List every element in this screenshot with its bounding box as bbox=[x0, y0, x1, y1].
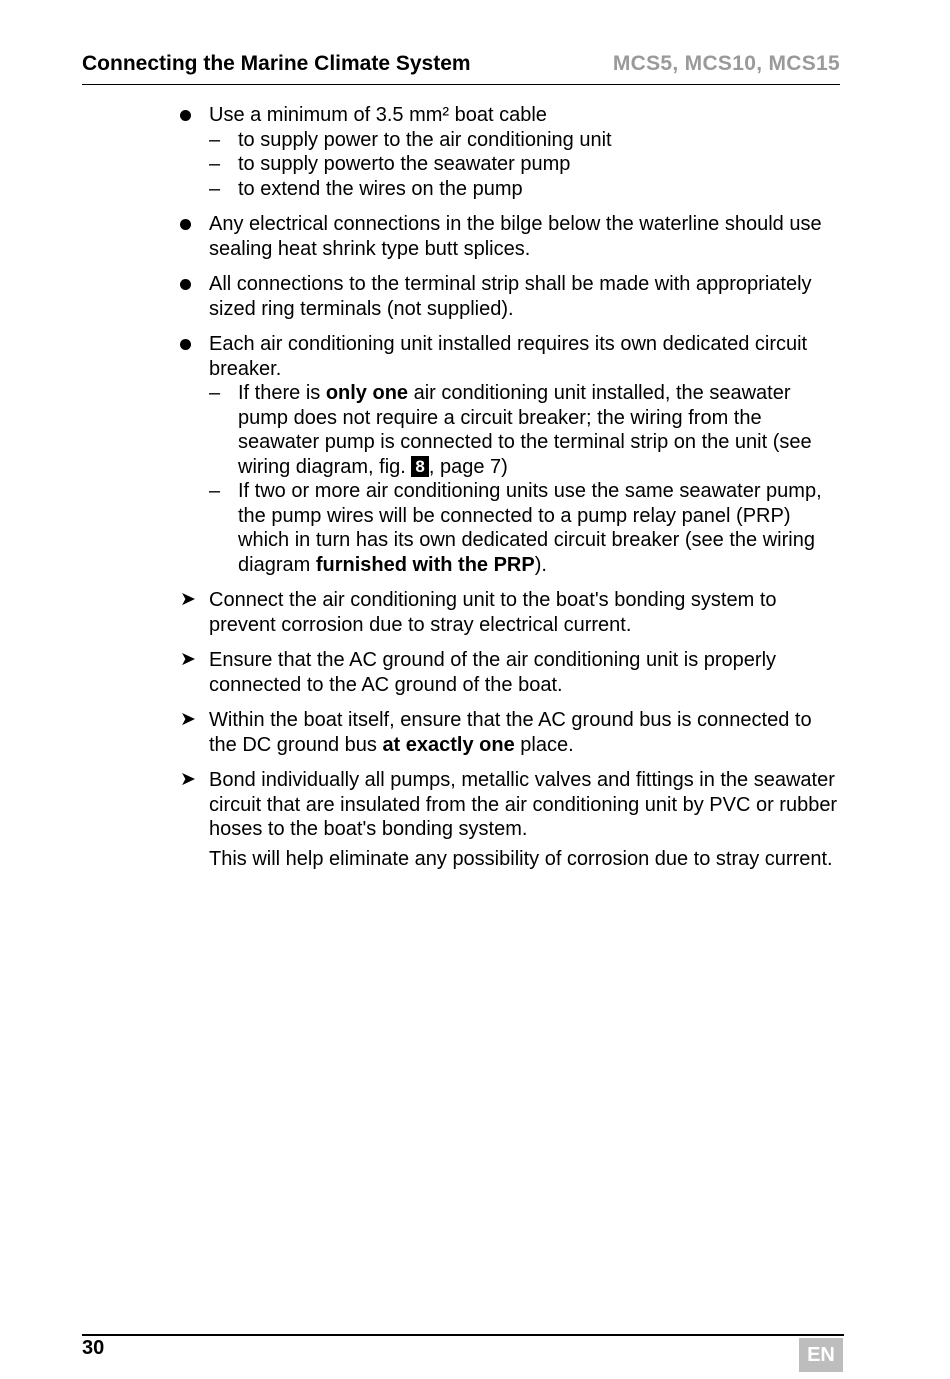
text-run: , page 7) bbox=[428, 455, 508, 478]
bullet-text: Each air conditioning unit installed requires its own dedicated circuit breaker. bbox=[209, 333, 808, 380]
sub-item bbox=[209, 177, 842, 202]
figure-reference-badge: 8 bbox=[411, 456, 428, 477]
dash-marker: – bbox=[209, 177, 221, 200]
text-run: If two or more air conditioning units use the same seawater pump, the pump wires will be connected to a pump relay panel (PRP) which in turn has its own dedicated circuit breaker (see the wiring diagram bbox=[238, 480, 822, 576]
bullet-dot-icon bbox=[180, 103, 204, 128]
dash-marker: – bbox=[209, 480, 221, 502]
dash-marker: – bbox=[209, 153, 221, 175]
action-item-ground-bus bbox=[180, 708, 842, 757]
action-note: This will help eliminate any possibility of corrosion due to stray current. bbox=[209, 847, 833, 870]
action-text bbox=[209, 708, 842, 757]
language-badge: EN bbox=[799, 1338, 843, 1372]
text-run: air conditioning unit installed, the seawater pump does not require a circuit breaker; the wiring from the seawater pump is connected to the terminal strip on the unit (see wiring diagram, fig. bbox=[238, 382, 812, 478]
arrow-icon: ➤ bbox=[180, 589, 196, 610]
page-number: 30 bbox=[82, 1337, 105, 1359]
emphasis-text: only one bbox=[325, 382, 409, 404]
sub-item bbox=[209, 152, 842, 177]
bullet-dot-icon bbox=[180, 212, 204, 237]
bullet-item-cable bbox=[180, 103, 842, 201]
bullet-text: All connections to the terminal strip shall be made with appropriately sized ring terminals (not supplied). bbox=[209, 273, 812, 320]
dash-marker: – bbox=[209, 382, 221, 404]
bullet-text: Any electrical connections in the bilge below the waterline should use sealing heat shrink type butt splices. bbox=[209, 213, 822, 260]
instructions-list bbox=[180, 103, 842, 882]
text-run: ). bbox=[534, 553, 547, 576]
bullet-dot-icon bbox=[180, 332, 204, 357]
sub-item-text: to supply power to the air conditioning unit bbox=[238, 128, 612, 151]
text-run: place. bbox=[514, 733, 574, 756]
text-run: If there is bbox=[238, 382, 326, 404]
sub-item-text: to extend the wires on the pump bbox=[238, 177, 523, 200]
arrow-icon: ➤ bbox=[180, 649, 196, 670]
sub-item bbox=[209, 128, 842, 153]
emphasis-text: at exactly one bbox=[382, 733, 515, 756]
bullet-dot-icon bbox=[180, 272, 204, 297]
text-run: Within the boat itself, ensure that the AC ground bus is connected to the DC ground bus bbox=[209, 709, 812, 756]
action-text: Connect the air conditioning unit to the boat's bonding system to prevent corrosion due to stray electrical current. bbox=[209, 589, 777, 636]
section-title: Connecting the Marine Climate System bbox=[82, 52, 471, 75]
emphasis-text: furnished with the PRP bbox=[315, 553, 535, 576]
footer-divider bbox=[82, 1334, 844, 1336]
header-divider bbox=[82, 84, 840, 85]
sub-item-text: to supply powerto the seawater pump bbox=[238, 153, 571, 175]
action-item-bonding bbox=[180, 588, 842, 637]
action-text: Bond individually all pumps, metallic valves and fittings in the seawater circuit that are insulated from the air conditioning unit by PVC or rubber hoses to the boat's bonding system. bbox=[209, 769, 838, 840]
bullet-text: Use a minimum of 3.5 mm² boat cable bbox=[209, 104, 547, 126]
action-item-bond-pumps bbox=[180, 768, 842, 871]
model-numbers: MCS5, MCS10, MCS15 bbox=[612, 52, 840, 75]
arrow-icon: ➤ bbox=[180, 709, 196, 730]
bullet-item-bilge bbox=[180, 212, 842, 261]
bullet-item-terminal bbox=[180, 272, 842, 321]
action-text: Ensure that the AC ground of the air conditioning unit is properly connected to the AC ground of the boat. bbox=[209, 649, 777, 696]
dash-marker: – bbox=[209, 128, 221, 151]
sub-item-multiple-units bbox=[209, 479, 842, 577]
sub-item-single-unit bbox=[209, 381, 842, 479]
action-item-ac-ground bbox=[180, 648, 842, 697]
bullet-item-breaker bbox=[180, 332, 842, 577]
arrow-icon: ➤ bbox=[180, 769, 196, 790]
